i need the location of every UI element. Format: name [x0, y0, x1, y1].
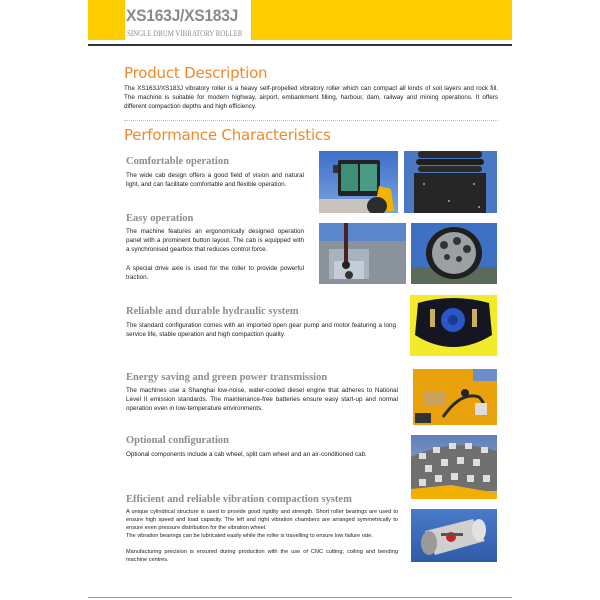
feature-text-power-transmission: The machines use a Shanghai low-noise, water-cooled diesel engine that adheres to National Level II emission standards. The maintenance-free batteries ensure easy start-up and normal operation even in low-temperature environments.	[126, 387, 398, 413]
header-accent-block-right	[251, 0, 512, 40]
feature-text-easy-operation: The machine features an ergonomically designed operation panel with a prominent button layout. The cab is equipped with a synchronised gearbox that reduces control force.	[126, 228, 304, 254]
hydraulic-pump-photo	[410, 295, 497, 356]
performance-heading: Performance Characteristics	[124, 126, 331, 144]
feature-title-comfortable-operation: Comfortable operation	[126, 156, 229, 167]
rubber-damper-photo	[404, 151, 497, 213]
product-description-text: The XS163J/XS183J vibratory roller is a heavy self-propelled vibratory roller which can compact all kinds of soil layers and rock fill. The machine is suitable for modern highway, airport, embankment filling, harbour, dam, railway and mining operations. It offers different compaction depths and high efficiency.	[124, 85, 498, 111]
product-description-heading: Product Description	[124, 64, 268, 82]
diesel-engine-photo	[413, 369, 497, 425]
header-divider	[88, 44, 512, 46]
feature-text-optional-configuration: Optional components include a cab wheel, split cam wheel and an air-conditioned cab.	[126, 451, 367, 458]
feature-title-optional-configuration: Optional configuration	[126, 435, 229, 446]
footer-divider	[88, 597, 512, 598]
model-subtitle: SINGLE DRUM VIBRATORY ROLLER	[127, 29, 243, 38]
feature-text-easy-operation-axle: A special drive axle is used for the roller to provide powerful traction.	[126, 265, 304, 282]
feature-text-manufacturing-precision: Manufacturing precision is ensured during production with the use of CNC cutting, coiling and bending machine centres.	[126, 549, 398, 563]
feature-text-vibration-bearings: The vibration bearings can be lubricated easily while the roller is travelling to ensure low failure rate.	[126, 533, 373, 539]
header-accent-block-left	[88, 0, 125, 40]
vibration-drum-cutaway-photo	[411, 509, 497, 562]
feature-text-comfortable-operation: The wide cab design offers a good field of vision and natural light, and can facilitate comfortable and flexible operation.	[126, 172, 304, 189]
padfoot-drum-photo	[411, 435, 497, 499]
feature-text-vibration-compaction: A unique cylindrical structure is used to provide good rigidity and strength. Short roller bearings are used to ensure high speed and load capacity. The left and right vibration chambers are arranged symmetrically to ensure even pressure distribution for the vibration wheel.	[126, 509, 398, 531]
feature-text-hydraulic-system: The standard configuration comes with an imported open gear pump and motor featuring a long service life, stable operation and high compaction quality.	[126, 322, 396, 339]
model-title: XS163J/XS183J	[126, 6, 239, 25]
roller-cab-photo	[319, 151, 398, 213]
section-divider	[124, 120, 498, 121]
feature-title-easy-operation: Easy operation	[126, 213, 194, 224]
instrument-panel-photo	[411, 223, 497, 284]
feature-title-hydraulic-system: Reliable and durable hydraulic system	[126, 306, 299, 317]
feature-title-vibration-compaction: Efficient and reliable vibration compaction system	[126, 494, 352, 505]
feature-title-power-transmission: Energy saving and green power transmission	[126, 372, 328, 383]
control-lever-photo	[319, 223, 406, 284]
